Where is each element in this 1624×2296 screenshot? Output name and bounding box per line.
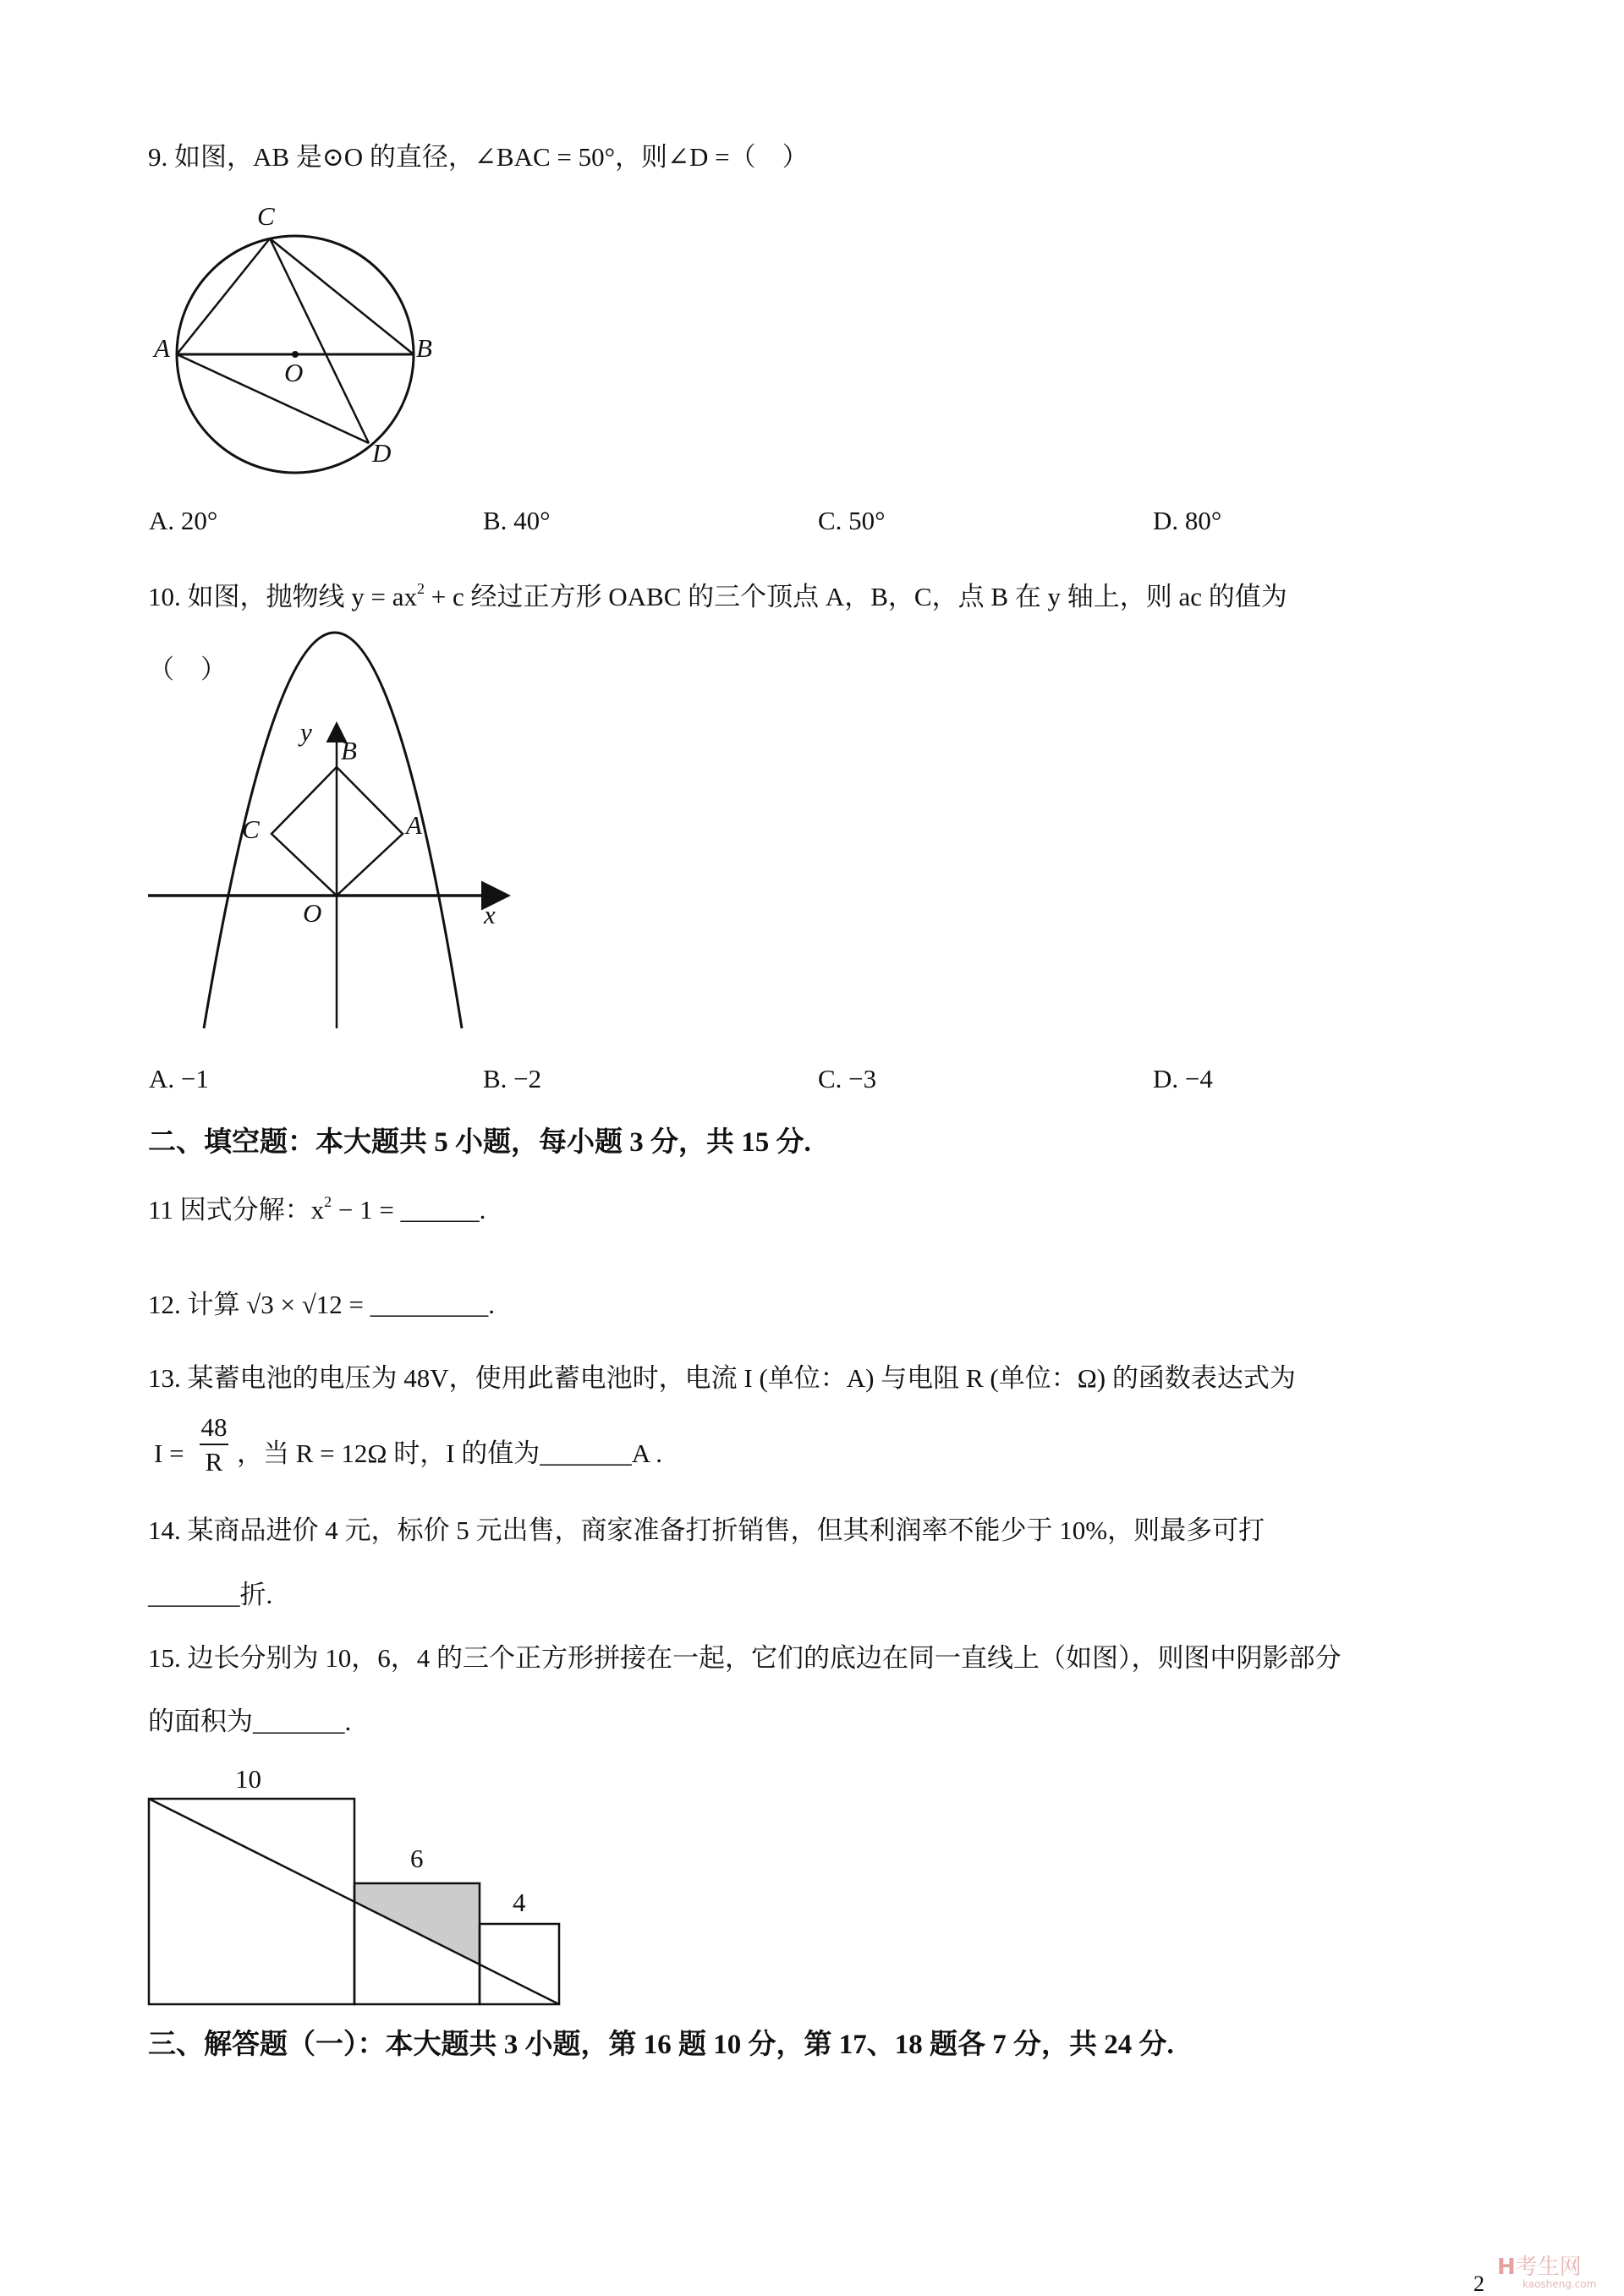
q11-text-post: − 1 = ______. [332,1195,486,1225]
watermark-sub: kaosheng.com [1522,2278,1597,2290]
q10-option-c[interactable]: C. −3 [818,1064,877,1093]
fraction-numerator: 48 [200,1412,228,1442]
square-10 [149,1799,354,2004]
q10-text-post: + c 经过正方形 OABC 的三个顶点 A，B，C，点 B 在 y 轴上，则 ac 的值为 [425,582,1287,611]
label-a-point: A [406,810,422,840]
q10-option-a[interactable]: A. −1 [149,1064,209,1093]
q11-exponent: 2 [324,1193,332,1210]
watermark-logo [1497,2249,1582,2281]
label-a: A [154,333,170,363]
q12-text: 12. 计算 √3 × √12 = _________. [148,1290,495,1319]
section-2-heading: 二、填空题：本大题共 5 小题，每小题 3 分，共 15 分. [148,1127,811,1158]
q13-lhs: I = [154,1438,184,1468]
page-number: 2 [1473,2271,1484,2296]
square-4 [480,1924,559,2004]
q10-option-d[interactable]: D. −4 [1153,1064,1213,1093]
axis-label-y: y [300,717,312,747]
watermark-icon: H [1497,2255,1516,2280]
label-origin: O [303,898,322,928]
q10-exponent: 2 [417,580,425,597]
square-label-10: 10 [235,1764,261,1794]
q9-text: 9. 如图，AB 是⊙O 的直径，∠BAC = 50°，则∠D =（ ） [148,142,809,172]
fraction-denominator: R [205,1447,223,1477]
axis-label-x: x [484,900,496,929]
q14-line-1: 14. 某商品进价 4 元，标价 5 元出售，商家准备打折销售，但其利润率不能少于 10%，则最多可打 [148,1515,1265,1545]
q15-line-1: 15. 边长分别为 10，6，4 的三个正方形拼接在一起，它们的底边在同一直线上（如图），则图中阴影部分 [148,1643,1341,1673]
section-3-heading: 三、解答题（一）：本大题共 3 小题，第 16 题 10 分，第 17、18 题各 7 分，共 24 分. [148,2030,1174,2060]
q9-option-b[interactable]: B. 40° [483,506,551,535]
q10-text-pre: 10. 如图，抛物线 y = ax [148,582,417,611]
label-d: D [372,438,392,468]
q10-option-b[interactable]: B. −2 [483,1064,542,1093]
shaded-region [354,1883,480,1964]
watermark-text: 考生网 [1515,2255,1582,2280]
q9-option-d[interactable]: D. 80° [1153,506,1222,535]
q9-option-a[interactable]: A. 20° [149,506,218,535]
label-b-point: B [341,736,357,765]
q11-text-pre: 11 因式分解：x [148,1195,325,1225]
q9-option-c[interactable]: C. 50° [818,506,886,535]
q15-line-2: 的面积为_______. [148,1707,352,1736]
square-label-4: 4 [513,1888,526,1917]
q13-line-2: ，当 R = 12Ω 时，I 的值为_______A . [237,1438,662,1468]
label-c-point: C [242,814,260,844]
q14-line-2: _______折. [148,1580,273,1609]
q10-answer-paren: （ ） [148,655,227,684]
square-label-6: 6 [410,1844,424,1873]
label-c: C [257,201,275,231]
label-b: B [416,333,432,363]
q13-line-1: 13. 某蓄电池的电压为 48V，使用此蓄电池时，电流 I (单位：A) 与电阻 R (单位：Ω) 的函数表达式为 [148,1363,1296,1393]
label-o: O [284,358,304,387]
